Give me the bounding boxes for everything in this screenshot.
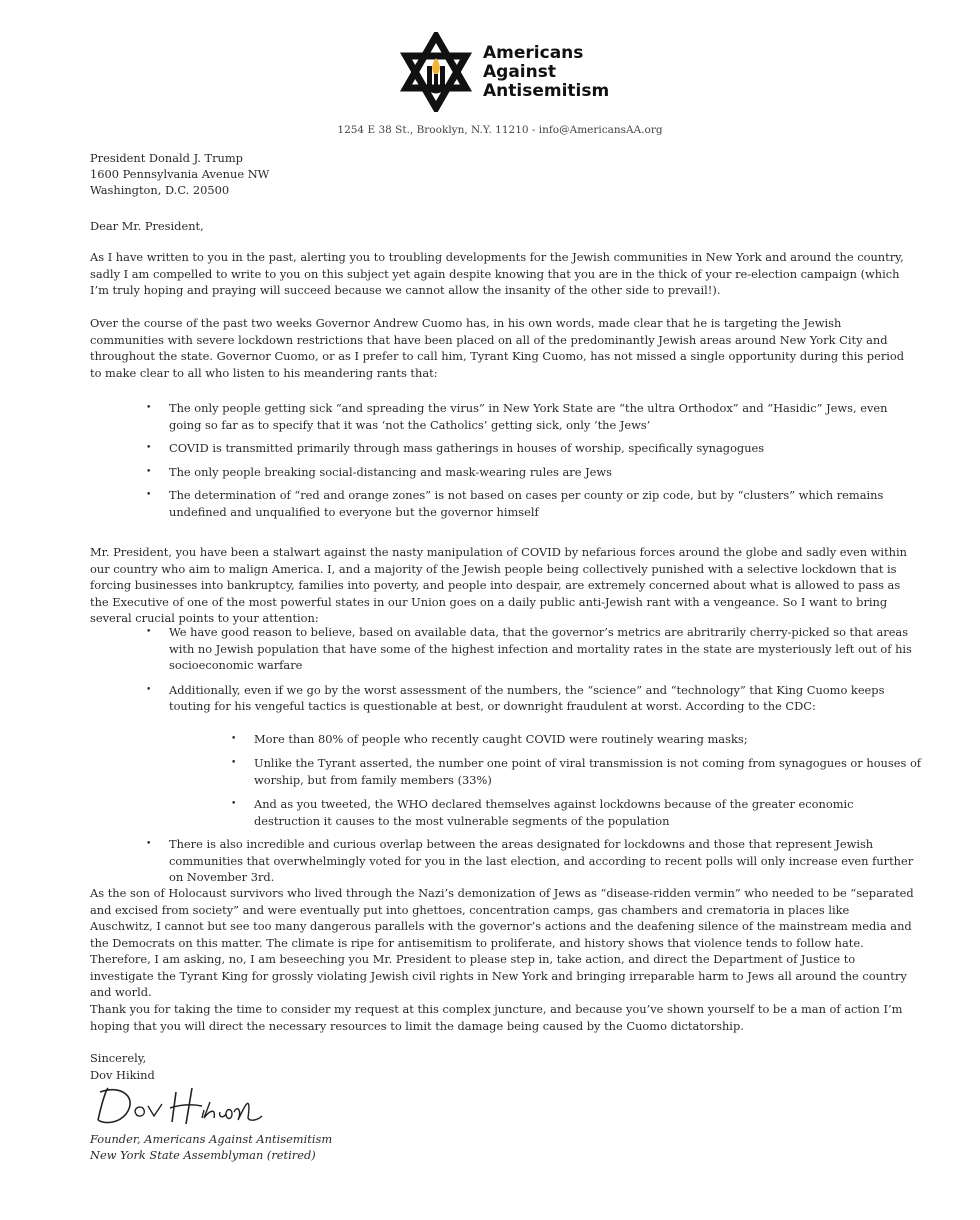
star-of-david-flame-logo-icon bbox=[396, 32, 476, 112]
signer-title: New York State Assemblyman (retired) bbox=[90, 1148, 316, 1162]
signer-title-block bbox=[90, 1131, 332, 1163]
salutation: Dear Mr. President, bbox=[90, 219, 204, 233]
paragraph: Thank you for taking the time to consider my request at this complex juncture, and because you’ve shown yourself to be a man of action I’m hoping that you will direct the necessary resources to limit the damage being caused by the Cuomo dictatorship. bbox=[90, 1002, 903, 1033]
list-item: • COVID is transmitted primarily through mass gatherings in houses of worship, specifically synagogues bbox=[146, 440, 916, 457]
list-item: • There is also incredible and curious overlap between the areas designated for lockdowns and those that represent Jewish communities that overwhelmingly voted for you in the last election, and according to recent polls will only increase even further on November 3rd. bbox=[146, 836, 916, 886]
list-item: • The determination of “red and orange zones” is not based on cases per county or zip code, but by “clusters” which remains undefined and unqualified to everyone but the governor himself bbox=[146, 487, 916, 520]
list-item bbox=[146, 682, 922, 830]
letterhead bbox=[396, 32, 636, 112]
handwritten-signature bbox=[92, 1082, 272, 1132]
signer-name: Dov Hikind bbox=[90, 1068, 155, 1082]
sub-list-item: • Unlike the Tyrant asserted, the number one point of viral transmission is not coming from synagogues or houses of worship, but from family members (33%) bbox=[231, 755, 921, 788]
bullet-list bbox=[146, 624, 922, 837]
list-item: • The only people getting sick “and spreading the virus” in New York State are “the ultra Orthodox” and “Hasidic” Jews, even going so far as to specify that it was ‘not the Catholics’ getting sick, only ‘the Jews’ bbox=[146, 400, 916, 433]
paragraph: As I have written to you in the past, alerting you to troubling developments for the Jewish communities in New York and around the country, sadly I am compelled to write to you on this subject yet again despite knowing that you are in the thick of your re-election campaign (which I’m truly hoping and praying will succeed because we cannot allow the insanity of the other side to prevail!). bbox=[90, 250, 904, 297]
paragraph: Over the course of the past two weeks Governor Andrew Cuomo has, in his own words, made clear that he is targeting the Jewish communities with severe lockdown restrictions that have been placed on all of the predominantly Jewish areas around New York City and throughout the state. Governor Cuomo, or as I prefer to call him, Tyrant King Cuomo, has not missed a single opportunity during this period to make clear to all who listen to his meandering rants that: bbox=[90, 316, 905, 380]
recipient-address bbox=[90, 150, 915, 198]
sub-list-item: • And as you tweeted, the WHO declared themselves against lockdowns because of the greater economic destruction it causes to the most vulnerable segments of the population bbox=[231, 796, 921, 829]
letterhead-address: 1254 E 38 St., Brooklyn, N.Y. 11210 - info@AmericansAA.org bbox=[337, 124, 663, 136]
org-name-line: Antisemitism bbox=[483, 81, 610, 101]
sub-bullet-list bbox=[231, 731, 921, 830]
org-name-line: Americans bbox=[483, 43, 584, 63]
recipient-line: President Donald J. Trump bbox=[90, 151, 243, 165]
list-item: • We have good reason to believe, based on available data, that the governor’s metrics are abritrarily cherry-picked so that areas with no Jewish population that have some of the highest infection and mortality rates in the state are mysteriously left out of his socioeconomic warfare bbox=[146, 624, 916, 674]
signer-title: Founder, Americans Against Antisemitism bbox=[90, 1132, 333, 1146]
closing bbox=[90, 1050, 155, 1084]
list-item-text: Additionally, even if we go by the worst assessment of the numbers, the “science” and “technology” that King Cuomo keeps touting for his vengeful tactics is questionable at best, or downright fraudulent at worst. According to the CDC: bbox=[169, 682, 885, 713]
recipient-line: Washington, D.C. 20500 bbox=[90, 183, 230, 197]
sub-list-item: • More than 80% of people who recently caught COVID were routinely wearing masks; bbox=[231, 731, 921, 748]
paragraph: Mr. President, you have been a stalwart against the nasty manipulation of COVID by nefarious forces around the globe and sadly even within our country who aim to malign America. I, and a majority of the Jewish people being collectively punished with a selective lockdown that is forcing businesses into bankruptcy, families into poverty, and people into despair, are extremely concerned about what is allowed to pass as the Executive of one of the most powerful states in our Union goes on a daily public anti-Jewish rant with a vengeance. So I want to bring several crucial points to your attention: bbox=[90, 545, 907, 625]
valediction: Sincerely, bbox=[90, 1051, 147, 1065]
bullet-list bbox=[146, 400, 916, 527]
organization-name bbox=[483, 44, 609, 101]
org-name-line: Against bbox=[483, 62, 556, 82]
paragraph: As the son of Holocaust survivors who lived through the Nazi’s demonization of Jews as “disease-ridden vermin” who needed to be “separated and excised from society” and were eventually put into ghettoes, concentration camps, gas chambers and crematoria in places like Auschwitz, I cannot but see too many dangerous parallels with the governor’s actions and the deafening silence of the mainstream media and the Democrats on this matter. The climate is ripe for antisemitism to proliferate, and history shows that violence tends to follow hate. Therefore, I am asking, no, I am beseeching you Mr. President to please step in, take action, and direct the Department of Justice to investigate the Tyrant King for grossly violating Jewish civil rights in New York and bringing irreparable harm to Jews all around the country and world. bbox=[90, 886, 914, 999]
list-item: • The only people breaking social-distancing and mask-wearing rules are Jews bbox=[146, 464, 916, 481]
recipient-line: 1600 Pennsylvania Avenue NW bbox=[90, 167, 270, 181]
